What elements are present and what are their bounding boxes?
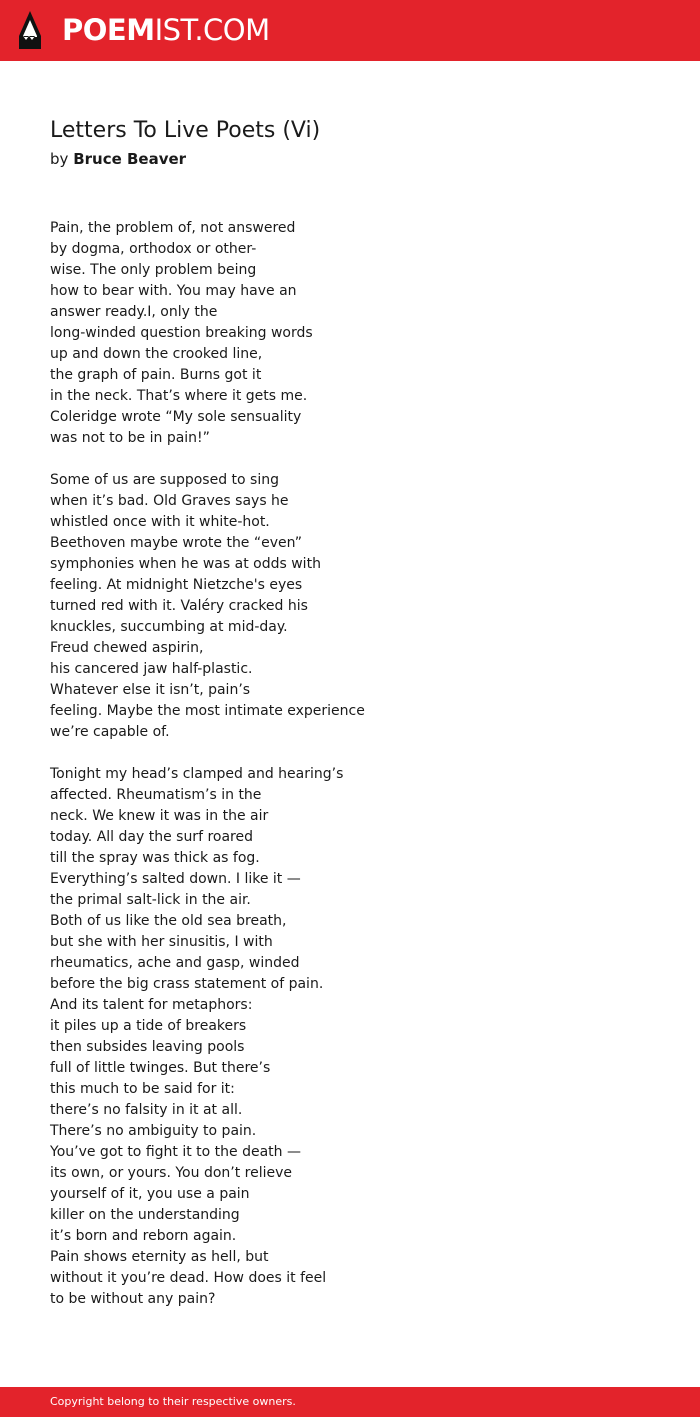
poem-line: Pain shows eternity as hell, but xyxy=(50,1249,269,1265)
poem-line: yourself of it, you use a pain xyxy=(50,1186,250,1202)
poem-line: the primal salt-lick in the air. xyxy=(50,892,251,908)
poem-line: up and down the crooked line, xyxy=(50,346,263,362)
poem-body xyxy=(50,218,650,1310)
poem-line: feeling. At midnight Nietzche's eyes xyxy=(50,577,303,593)
poem-line: answer ready.I, only the xyxy=(50,304,218,320)
poem-line: Beethoven maybe wrote the “even” xyxy=(50,535,302,551)
poem-line: this much to be said for it: xyxy=(50,1081,235,1097)
poem-line: symphonies when he was at odds with xyxy=(50,556,321,572)
poem-line: long-winded question breaking words xyxy=(50,325,313,341)
poem-line: wise. The only problem being xyxy=(50,262,257,278)
site-logo[interactable] xyxy=(62,12,270,48)
poem-line: the graph of pain. Burns got it xyxy=(50,367,262,383)
poem-line: Whatever else it isn’t, pain’s xyxy=(50,682,251,698)
poem-line: Some of us are supposed to sing xyxy=(50,472,280,488)
poem-line: You’ve got to fight it to the death — xyxy=(50,1144,301,1160)
poem-byline xyxy=(50,148,186,170)
poem-line: it piles up a tide of breakers xyxy=(50,1018,247,1034)
poem-line: whistled once with it white-hot. xyxy=(50,514,270,530)
by-label: by xyxy=(50,150,69,168)
poem-line: affected. Rheumatism’s in the xyxy=(50,787,262,803)
poem-line: turned red with it. Valéry cracked his xyxy=(50,598,308,614)
poem-line: neck. We knew it was in the air xyxy=(50,808,269,824)
stanza-break xyxy=(50,449,650,470)
poem-line: its own, or yours. You don’t relieve xyxy=(50,1165,293,1181)
poem-line: Coleridge wrote “My sole sensuality xyxy=(50,409,302,425)
poem-line: Both of us like the old sea breath, xyxy=(50,913,287,929)
poem-line: was not to be in pain!” xyxy=(50,430,210,446)
stanza-break xyxy=(50,743,650,764)
copyright-text: Copyright belong to their respective owners. xyxy=(50,1395,296,1408)
poem-line: in the neck. That’s where it gets me. xyxy=(50,388,308,404)
site-footer xyxy=(0,1387,700,1417)
pencil-tip-icon[interactable] xyxy=(17,10,43,51)
poem-line: Everything’s salted down. I like it — xyxy=(50,871,301,887)
poem-line: it’s born and reborn again. xyxy=(50,1228,237,1244)
poem-line: There’s no ambiguity to pain. xyxy=(50,1123,257,1139)
logo-strong-text: POEM xyxy=(62,13,155,47)
poem-line: full of little twinges. But there’s xyxy=(50,1060,271,1076)
poem-line: today. All day the surf roared xyxy=(50,829,253,845)
poem-line: without it you’re dead. How does it feel xyxy=(50,1270,327,1286)
poem-line: to be without any pain? xyxy=(50,1291,216,1307)
poem-line: Tonight my head’s clamped and hearing’s xyxy=(50,766,344,782)
poem-line: knuckles, succumbing at mid-day. xyxy=(50,619,288,635)
site-header xyxy=(0,0,700,61)
poem-line: then subsides leaving pools xyxy=(50,1039,245,1055)
poem-line: before the big crass statement of pain. xyxy=(50,976,324,992)
poem-line: feeling. Maybe the most intimate experience xyxy=(50,703,365,719)
poem-line: by dogma, orthodox or other- xyxy=(50,241,257,257)
poem-line: And its talent for metaphors: xyxy=(50,997,253,1013)
author-name: Bruce Beaver xyxy=(73,150,187,168)
poem-line: we’re capable of. xyxy=(50,724,170,740)
poem-line: but she with her sinusitis, I with xyxy=(50,934,273,950)
poem-line: his cancered jaw half-plastic. xyxy=(50,661,253,677)
poem-line: how to bear with. You may have an xyxy=(50,283,297,299)
logo-light-text: IST.COM xyxy=(154,13,270,47)
poem-line: Freud chewed aspirin, xyxy=(50,640,204,656)
poem-title: Letters To Live Poets (Vi) xyxy=(50,118,321,143)
poem-line: there’s no falsity in it at all. xyxy=(50,1102,243,1118)
poem-line: rheumatics, ache and gasp, winded xyxy=(50,955,300,971)
poem-line: till the spray was thick as fog. xyxy=(50,850,260,866)
poem-line: Pain, the problem of, not answered xyxy=(50,220,296,236)
poem-line: killer on the understanding xyxy=(50,1207,240,1223)
poem-line: when it’s bad. Old Graves says he xyxy=(50,493,289,509)
